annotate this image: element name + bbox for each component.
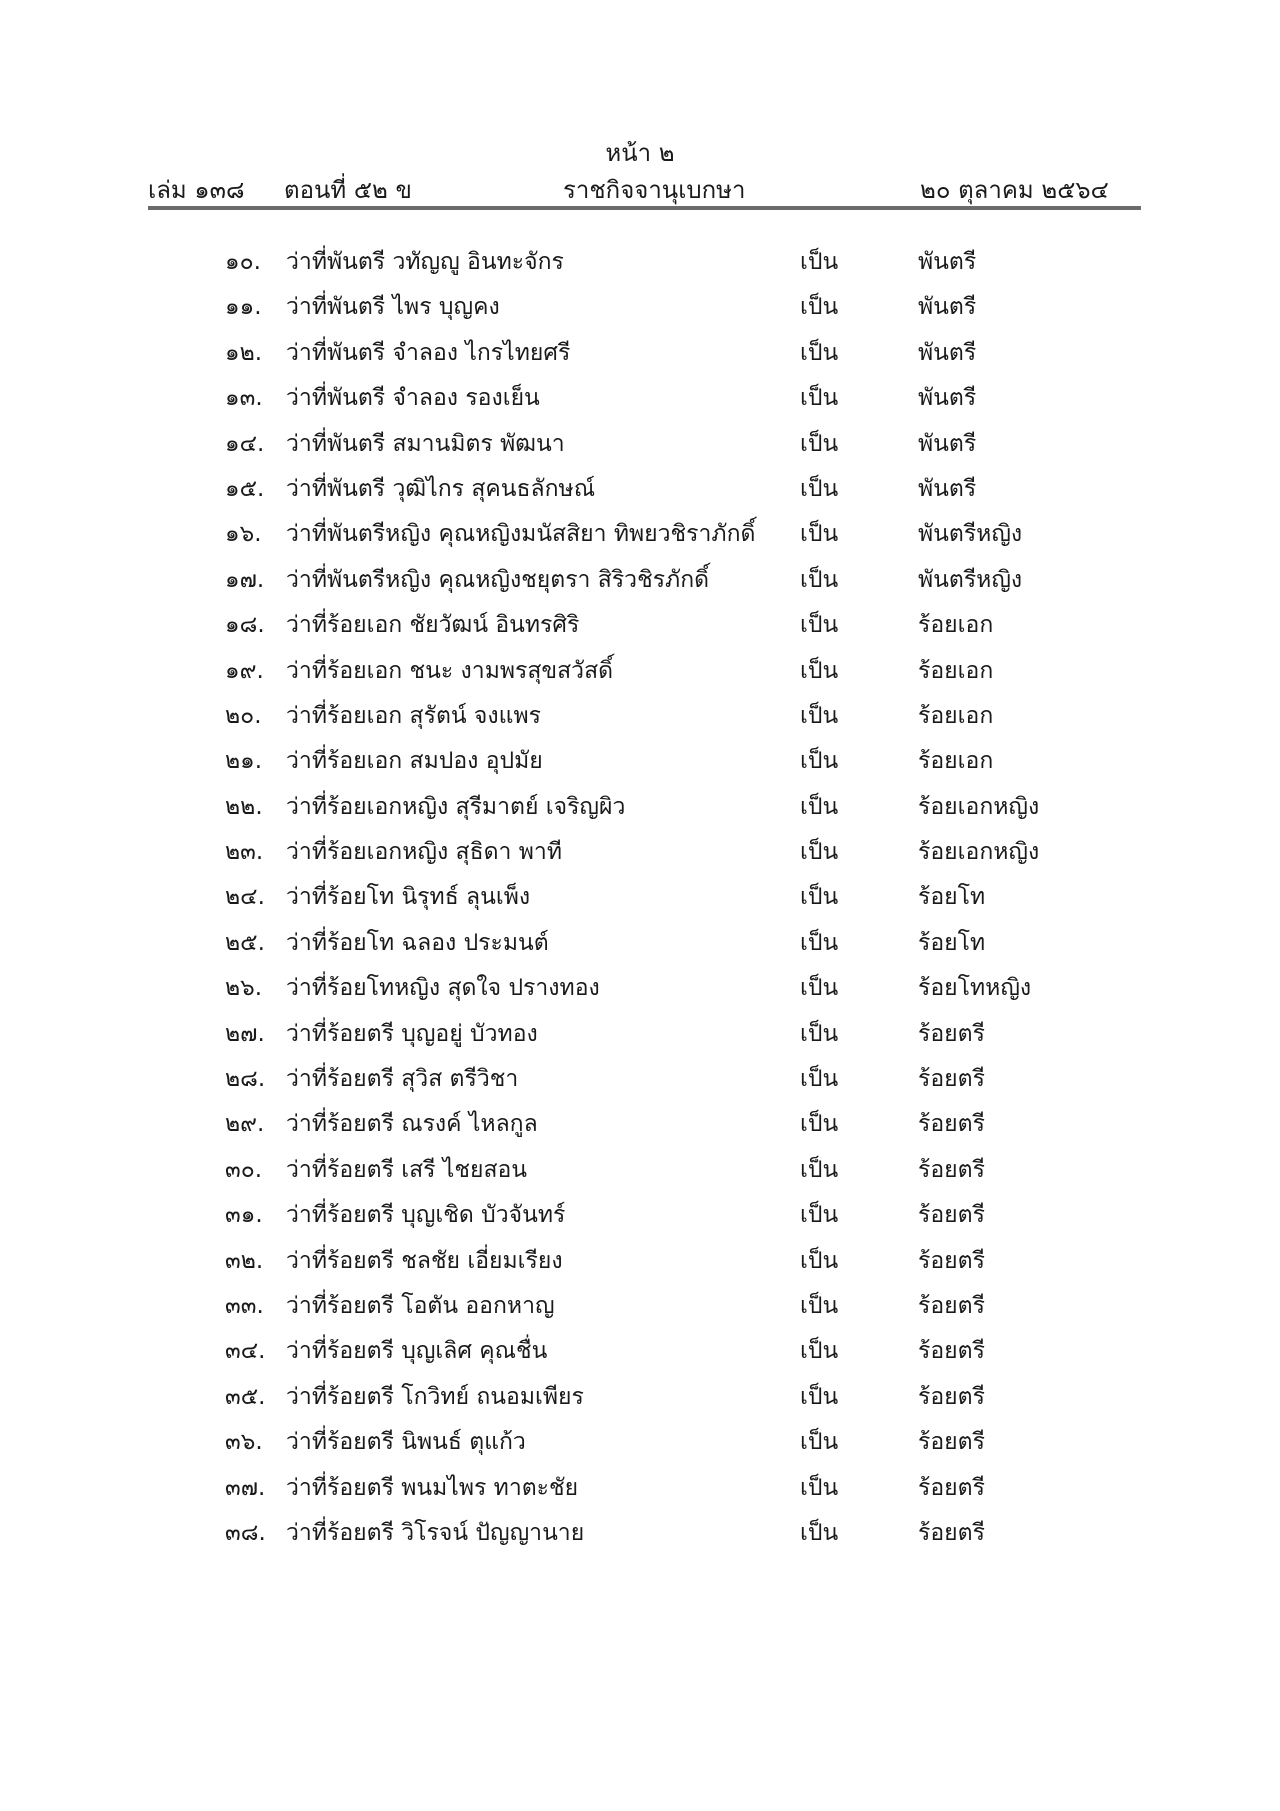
list-item: [0, 1377, 1280, 1422]
item-connector: เป็น: [800, 339, 839, 366]
item-number: ๒๐.: [225, 702, 262, 729]
publication-date: ๒๐ ตุลาคม ๒๕๖๔: [920, 176, 1109, 204]
item-connector: เป็น: [800, 1020, 839, 1047]
item-connector: เป็น: [800, 884, 839, 911]
item-connector: เป็น: [800, 748, 839, 775]
header-rule: [148, 206, 1141, 210]
list-item: [0, 1150, 1280, 1195]
item-rank: พันตรีหญิง: [918, 521, 1023, 548]
item-rank: ร้อยตรี: [918, 1383, 985, 1410]
item-name: ว่าที่ร้อยตรี ณรงค์ ไหลกูล: [286, 1111, 538, 1138]
item-number: ๓๒.: [225, 1247, 264, 1274]
item-name: ว่าที่ร้อยตรี สุวิส ตรีวิชา: [286, 1066, 519, 1093]
item-number: ๒๖.: [225, 975, 263, 1002]
item-number: ๓๑.: [225, 1202, 263, 1229]
item-number: ๒๗.: [225, 1020, 265, 1047]
item-rank: ร้อยเอก: [918, 748, 994, 775]
item-rank: ร้อยตรี: [918, 1292, 985, 1319]
item-number: ๑๔.: [225, 430, 265, 457]
item-name: ว่าที่พันตรีหญิง คุณหญิงชยุตรา สิริวชิรภักดิ์: [286, 566, 710, 593]
item-rank: ร้อยตรี: [918, 1338, 985, 1365]
list-item: [0, 1513, 1280, 1558]
list-item: [0, 1059, 1280, 1104]
item-connector: เป็น: [800, 430, 839, 457]
item-name: ว่าที่ร้อยเอก ชนะ งามพรสุขสวัสดิ์: [286, 657, 614, 684]
item-name: ว่าที่ร้อยตรี บุญเชิด บัวจันทร์: [286, 1202, 566, 1229]
item-rank: ร้อยเอกหญิง: [918, 839, 1040, 866]
item-number: ๑๙.: [225, 657, 264, 684]
item-rank: พันตรี: [918, 430, 977, 457]
list-item: [0, 333, 1280, 378]
item-number: ๒๓.: [225, 839, 264, 866]
item-connector: เป็น: [800, 1247, 839, 1274]
item-rank: ร้อยเอก: [918, 657, 994, 684]
item-name: ว่าที่พันตรี จำลอง รองเย็น: [286, 385, 540, 412]
item-connector: เป็น: [800, 1202, 839, 1229]
item-number: ๒๙.: [225, 1111, 265, 1138]
issue-label: ตอนที่ ๕๒ ข: [284, 176, 412, 204]
item-number: ๓๔.: [225, 1338, 266, 1365]
item-rank: ร้อยโท: [918, 929, 986, 956]
item-name: ว่าที่ร้อยเอกหญิง สุรีมาตย์ เจริญผิว: [286, 793, 626, 820]
item-connector: เป็น: [800, 702, 839, 729]
item-connector: เป็น: [800, 521, 839, 548]
item-number: ๑๕.: [225, 475, 265, 502]
list-item: [0, 1331, 1280, 1376]
item-rank: ร้อยตรี: [918, 1519, 985, 1546]
list-item: [0, 923, 1280, 968]
item-name: ว่าที่ร้อยเอก สมปอง อุปมัย: [286, 748, 543, 775]
item-number: ๒๔.: [225, 884, 265, 911]
list-item: [0, 424, 1280, 469]
item-connector: เป็น: [800, 975, 839, 1002]
page-number: หน้า ๒: [605, 139, 675, 167]
item-number: ๑๑.: [225, 294, 262, 321]
list-item: [0, 1468, 1280, 1513]
item-number: ๑๖.: [225, 521, 262, 548]
item-rank: พันตรี: [918, 294, 977, 321]
item-rank: พันตรี: [918, 475, 977, 502]
item-number: ๑๘.: [225, 612, 265, 639]
item-name: ว่าที่พันตรี วทัญญู อินทะจักร: [286, 249, 564, 275]
item-rank: ร้อยเอกหญิง: [918, 793, 1040, 820]
item-name: ว่าที่ร้อยตรี เสรี ไชยสอน: [286, 1156, 528, 1183]
item-name: ว่าที่ร้อยตรี บุญอยู่ บัวทอง: [286, 1020, 538, 1047]
item-name: ว่าที่พันตรี ไพร บุญคง: [286, 294, 500, 321]
item-rank: ร้อยตรี: [918, 1066, 985, 1093]
list-item: [0, 378, 1280, 423]
item-rank: พันตรี: [918, 339, 977, 366]
item-connector: เป็น: [800, 657, 839, 684]
item-connector: เป็น: [800, 475, 839, 502]
item-connector: เป็น: [800, 839, 839, 866]
item-connector: เป็น: [800, 1066, 839, 1093]
item-name: ว่าที่ร้อยโท ฉลอง ประมนต์: [286, 929, 549, 956]
list-item: [0, 741, 1280, 786]
item-connector: เป็น: [800, 793, 839, 820]
item-name: ว่าที่พันตรีหญิง คุณหญิงมนัสสิยา ทิพยวชิราภักดิ์: [286, 521, 756, 548]
item-name: ว่าที่ร้อยเอก สุรัตน์ จงแพร: [286, 702, 541, 729]
appointment-list: [0, 242, 1280, 1558]
gazette-name: ราชกิจจานุเบกษา: [563, 176, 746, 204]
list-item: [0, 514, 1280, 559]
item-connector: เป็น: [800, 1156, 839, 1183]
list-item: [0, 1195, 1280, 1240]
item-name: ว่าที่พันตรี จำลอง ไกรไทยศรี: [286, 339, 571, 366]
gazette-header: [148, 170, 1140, 206]
item-connector: เป็น: [800, 1338, 839, 1365]
item-rank: พันตรีหญิง: [918, 566, 1023, 593]
item-connector: เป็น: [800, 1474, 839, 1501]
item-rank: พันตรี: [918, 249, 977, 275]
item-name: ว่าที่ร้อยเอก ชัยวัฒน์ อินทรศิริ: [286, 612, 580, 639]
list-item: [0, 696, 1280, 741]
item-rank: ร้อยตรี: [918, 1474, 985, 1501]
item-connector: เป็น: [800, 929, 839, 956]
item-rank: ร้อยตรี: [918, 1156, 985, 1183]
item-name: ว่าที่ร้อยเอกหญิง สุธิดา พาที: [286, 839, 563, 866]
item-number: ๓๓.: [225, 1292, 264, 1319]
item-connector: เป็น: [800, 612, 839, 639]
item-connector: เป็น: [800, 566, 839, 593]
list-item: [0, 832, 1280, 877]
item-rank: ร้อยโทหญิง: [918, 975, 1032, 1002]
item-number: ๓๕.: [225, 1383, 266, 1410]
item-connector: เป็น: [800, 294, 839, 321]
item-rank: ร้อยเอก: [918, 612, 994, 639]
item-number: ๑๒.: [225, 339, 263, 366]
item-name: ว่าที่ร้อยตรี ชลชัย เอี่ยมเรียง: [286, 1247, 563, 1274]
item-number: ๑๐.: [225, 249, 261, 275]
item-rank: ร้อยเอก: [918, 702, 994, 729]
item-name: ว่าที่พันตรี สมานมิตร พัฒนา: [286, 430, 565, 457]
item-name: ว่าที่พันตรี วุฒิไกร สุคนธลักษณ์: [286, 475, 596, 502]
item-rank: ร้อยตรี: [918, 1429, 985, 1456]
item-number: ๒๕.: [225, 929, 265, 956]
item-number: ๑๓.: [225, 385, 263, 412]
list-item: [0, 1422, 1280, 1467]
item-connector: เป็น: [800, 1429, 839, 1456]
list-item: [0, 287, 1280, 332]
list-item: [0, 968, 1280, 1013]
item-connector: เป็น: [800, 385, 839, 412]
item-number: ๒๒.: [225, 793, 263, 820]
item-rank: ร้อยโท: [918, 884, 986, 911]
item-name: ว่าที่ร้อยตรี บุญเลิศ คุณชื่น: [286, 1338, 548, 1365]
item-name: ว่าที่ร้อยโท นิรุทธ์ ลุนเพ็ง: [286, 884, 531, 911]
list-item: [0, 1286, 1280, 1331]
item-rank: ร้อยตรี: [918, 1020, 985, 1047]
item-number: ๑๗.: [225, 566, 265, 593]
item-name: ว่าที่ร้อยโทหญิง สุดใจ ปรางทอง: [286, 975, 600, 1002]
item-name: ว่าที่ร้อยตรี โอตัน ออกหาญ: [286, 1292, 555, 1319]
list-item: [0, 651, 1280, 696]
item-rank: ร้อยตรี: [918, 1202, 985, 1229]
item-name: ว่าที่ร้อยตรี โกวิทย์ ถนอมเพียร: [286, 1383, 584, 1410]
list-item: [0, 560, 1280, 605]
item-connector: เป็น: [800, 1292, 839, 1319]
item-name: ว่าที่ร้อยตรี พนมไพร ทาตะชัย: [286, 1474, 579, 1501]
item-connector: เป็น: [800, 1383, 839, 1410]
list-item: [0, 1241, 1280, 1286]
list-item: [0, 1104, 1280, 1149]
item-name: ว่าที่ร้อยตรี นิพนธ์ ตุแก้ว: [286, 1429, 526, 1456]
item-rank: ร้อยตรี: [918, 1247, 985, 1274]
list-item: [0, 787, 1280, 832]
item-number: ๓๐.: [225, 1156, 263, 1183]
item-number: ๓๖.: [225, 1429, 263, 1456]
item-number: ๒๑.: [225, 748, 263, 775]
item-number: ๓๘.: [225, 1519, 266, 1546]
list-item: [0, 1014, 1280, 1059]
list-item: [0, 242, 1280, 287]
volume-label: เล่ม ๑๓๘: [148, 176, 245, 204]
item-connector: เป็น: [800, 1111, 839, 1138]
item-name: ว่าที่ร้อยตรี วิโรจน์ ปัญญานาย: [286, 1519, 585, 1546]
item-number: ๒๘.: [225, 1066, 266, 1093]
item-connector: เป็น: [800, 249, 839, 275]
item-number: ๓๗.: [225, 1474, 266, 1501]
item-rank: ร้อยตรี: [918, 1111, 985, 1138]
item-rank: พันตรี: [918, 385, 977, 412]
item-connector: เป็น: [800, 1519, 839, 1546]
list-item: [0, 605, 1280, 650]
list-item: [0, 877, 1280, 922]
list-item: [0, 469, 1280, 514]
